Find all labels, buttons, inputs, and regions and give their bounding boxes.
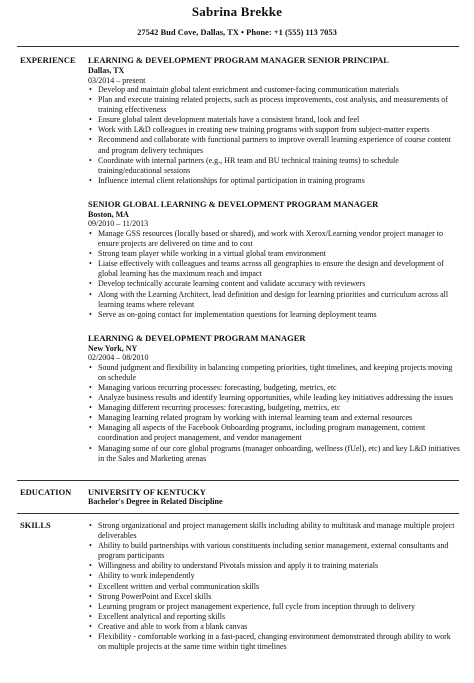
list-item: • Managing various recurring processes: forecasting, budgeting, metrics, etc: [88, 383, 460, 393]
education-section: [88, 487, 460, 507]
job-location: Boston, MA: [88, 209, 129, 219]
list-item: • Excellent analytical and reporting skills: [88, 612, 460, 622]
skills-heading: SKILLS: [20, 520, 51, 530]
list-item: • Managing some of our core global programs (manager onboarding, wellness (fUel), etc) and key L&D initiatives in the Sales and Marketing arenas: [88, 444, 460, 464]
list-item: • Excellent written and verbal communication skills: [88, 582, 460, 592]
job-dates: 02/2004 – 08/2010: [88, 353, 149, 363]
list-item: • Ability to build partnerships with various constituents including senior management, external consultants and program participants: [88, 541, 460, 561]
list-item: • Flexibility - comfortable working in a fast-paced, changing environment demonstrated through ability to work on multiple projects at the same time within tight timelines: [88, 632, 460, 652]
list-item: • Managing different recurring processes: forecasting, budgeting, metrics, etc: [88, 403, 460, 413]
list-item: • Serve as on-going contact for implementation questions for learning deployment teams: [88, 310, 460, 320]
education-school: UNIVERSITY OF KENTUCKY: [88, 487, 206, 497]
education-heading: EDUCATION: [20, 487, 72, 497]
list-item: • Strong organizational and project management skills including ability to multitask and manage multiple project deliverables: [88, 521, 460, 541]
list-item: • Liaise effectively with colleagues and teams across all geographies to ensure the design and development of global learning has the maximum reach and impact: [88, 259, 460, 279]
list-item: • Managing all aspects of the Facebook Onboarding programs, including program management, content coordination and project management, and vendor management: [88, 423, 460, 443]
job-bullet-list: [88, 229, 460, 320]
list-item: • Develop technically accurate learning content and validate accuracy with reviewers: [88, 279, 460, 289]
skills-list: [88, 521, 460, 652]
list-item: • Learning program or project management experience, full cycle from inception through to delivery: [88, 602, 460, 612]
list-item: • Strong PowerPoint and Excel skills: [88, 592, 460, 602]
education-degree: Bachelor's Degree in Related Discipline: [88, 497, 223, 506]
job-entry: [88, 199, 460, 320]
list-item: • Work with L&D colleagues in creating new training programs with support from subject-matter experts: [88, 125, 460, 135]
job-bullet-list: [88, 85, 460, 186]
experience-section: [88, 55, 460, 477]
job-title: LEARNING & DEVELOPMENT PROGRAM MANAGER: [88, 332, 306, 343]
list-item: • Creative and able to work from a blank canvas: [88, 622, 460, 632]
job-title: SENIOR GLOBAL LEARNING & DEVELOPMENT PROGRAM MANAGER: [88, 198, 379, 209]
job-dates: 09/2010 – 11/2013: [88, 219, 149, 229]
list-item: • Analyze business results and identify learning opportunities, while leading key initiatives addressing the issues: [88, 393, 460, 403]
education-divider: [17, 480, 459, 481]
job-title: LEARNING & DEVELOPMENT PROGRAM MANAGER SENIOR PRINCIPAL: [88, 55, 389, 65]
header-divider: [17, 46, 459, 47]
list-item: • Ability to work independently: [88, 571, 460, 581]
skills-divider: [17, 513, 459, 514]
list-item: • Ensure global talent development materials have a consistent brand, look and feel: [88, 115, 460, 125]
job-location: New York, NY: [88, 343, 138, 353]
list-item: • Influence internal client relationships for optimal participation in training programs: [88, 176, 460, 186]
list-item: • Manage GSS resources (locally based or shared), and work with Xerox/Learning vendor project manager to ensure projects are delivered on time and to cost: [88, 229, 460, 249]
job-bullet-list: [88, 363, 460, 464]
job-dates: 03/2014 – present: [88, 75, 146, 85]
candidate-name: Sabrina Brekke: [191, 4, 283, 19]
list-item: • Sound judgment and flexibility in balancing competing priorities, tight timelines, and keeping projects moving on schedule: [88, 363, 460, 383]
list-item: • Develop and maintain global talent enrichment and customer-facing communication materials: [88, 85, 460, 95]
list-item: • Recommend and collaborate with functional partners to improve overall learning experience of course content and program delivery techniques: [88, 135, 460, 155]
list-item: • Willingness and ability to understand Pivotals mission and apply it to training materials: [88, 561, 460, 571]
list-item: • Plan and execute training related projects, such as process improvements, cost analysis, and measurements of training effectiveness: [88, 95, 460, 115]
list-item: • Managing learning related program by working with internal learning team and external resources: [88, 413, 460, 423]
job-entry: [88, 55, 460, 186]
list-item: • Along with the Learning Architect, lead definition and design for learning priorities and curriculum across all learning teams where relevant: [88, 290, 460, 310]
list-item: • Strong team player while working in a virtual global team environment: [88, 249, 460, 259]
list-item: • Coordinate with internal partners (e.g., HR team and BU technical training teams) to schedule training/educational sessions: [88, 156, 460, 176]
experience-heading: EXPERIENCE: [20, 55, 76, 65]
skills-section: [88, 521, 460, 652]
contact-line: 27542 Bud Cove, Dallas, TX • Phone: +1 (555) 113 7053: [137, 27, 337, 37]
job-entry: [88, 333, 460, 464]
job-location: Dallas, TX: [88, 66, 125, 75]
